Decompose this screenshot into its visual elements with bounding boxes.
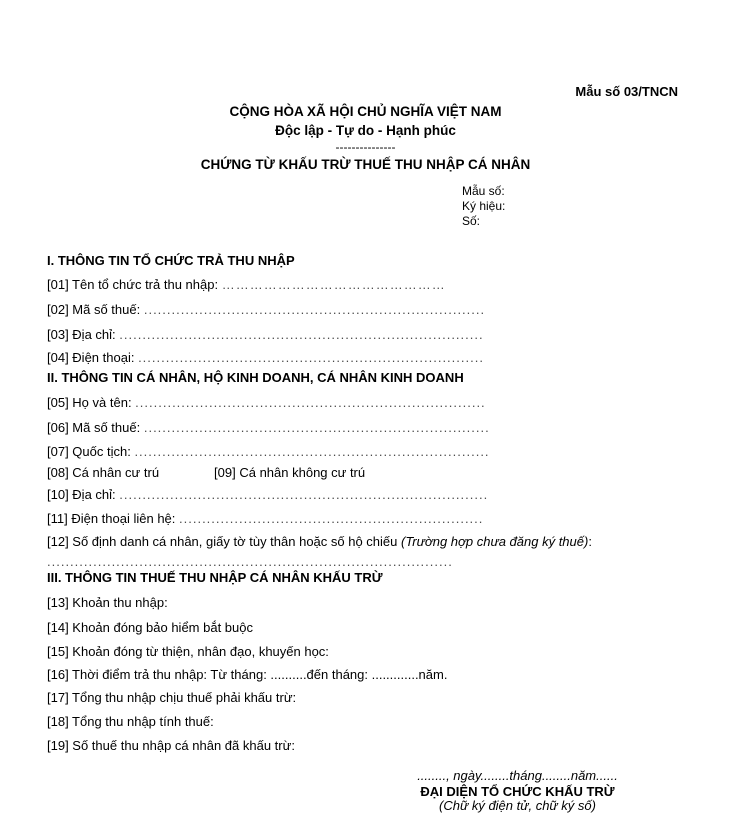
- field-14-insurance: [14] Khoản đóng bảo hiểm bắt buộc: [47, 620, 253, 635]
- field-07-nationality: [47, 444, 490, 460]
- field-18-assessable-income: [18] Tổng thu nhập tính thuế:: [47, 714, 214, 729]
- field-03-fill-line: ...............................................................................: [119, 327, 484, 342]
- national-title: CỘNG HÒA XÃ HỘI CHỦ NGHĨA VIỆT NAM: [229, 104, 502, 119]
- header-separator: ---------------: [335, 140, 396, 154]
- field-09-nonresident-label: [09] Cá nhân không cư trú: [214, 465, 366, 480]
- section-3-heading: III. THÔNG TIN THUẾ THU NHẬP CÁ NHÂN KHẤU TRỪ: [47, 570, 383, 585]
- section-2-heading: II. THÔNG TIN CÁ NHÂN, HỘ KINH DOANH, CÁ NHÂN KINH DOANH: [47, 370, 464, 385]
- field-07-fill-line: .............................................................................: [134, 444, 490, 459]
- field-04-phone: [47, 350, 484, 366]
- field-01-label: [01] Tên tổ chức trả thu nhập:: [47, 277, 222, 292]
- signature-date-line: ........, ngày........tháng........năm......: [417, 768, 618, 783]
- field-15-charity: [15] Khoản đóng từ thiện, nhân đạo, khuyến học:: [47, 644, 329, 659]
- field-04-fill-line: ...........................................................................: [138, 350, 484, 365]
- field-05-fill-line: ............................................................................: [135, 395, 486, 410]
- form-meta-block: [462, 184, 505, 229]
- field-01-fill-line: …………………………………………: [221, 277, 446, 292]
- field-11-fill-line: ..................................................................: [179, 511, 484, 526]
- field-12-colon: :: [588, 534, 592, 549]
- field-17-taxable-income: [17] Tổng thu nhập chịu thuế phải khấu trừ:: [47, 690, 297, 705]
- meta-serial-label: Ký hiệu:: [462, 199, 506, 213]
- field-02-fill-line: ..........................................................................: [143, 302, 486, 317]
- field-12-label: [12] Số định danh cá nhân, giấy tờ tùy thân hoặc số hộ chiếu: [47, 534, 401, 549]
- field-07-label: [07] Quốc tịch:: [47, 444, 135, 459]
- field-10-label: [10] Địa chỉ:: [47, 487, 120, 502]
- field-02-label: [02] Mã số thuế:: [47, 302, 144, 317]
- residency-options-row: [47, 465, 365, 481]
- field-06-tax-code: [47, 420, 490, 436]
- form-code: Mẫu số 03/TNCN: [575, 84, 678, 99]
- field-01-org-name: [47, 277, 446, 293]
- field-12-fill-line: ........................................................................................: [47, 554, 453, 569]
- field-05-full-name: [47, 395, 486, 411]
- field-06-label: [06] Mã số thuế:: [47, 420, 144, 435]
- field-05-label: [05] Họ và tên:: [47, 395, 136, 410]
- field-16-payment-period: [16] Thời điểm trả thu nhập: Từ tháng: ..........đến tháng: .............năm.: [47, 667, 448, 682]
- field-03-label: [03] Địa chỉ:: [47, 327, 120, 342]
- field-12-id-number: [47, 534, 592, 550]
- field-13-income-amount: [13] Khoản thu nhập:: [47, 595, 168, 610]
- field-12-fill-line-row: [47, 554, 453, 570]
- field-02-tax-code: [47, 302, 485, 318]
- withholding-representative-title: ĐẠI DIỆN TỔ CHỨC KHẤU TRỪ: [420, 783, 615, 799]
- field-12-note: (Trường hợp chưa đăng ký thuế): [401, 534, 589, 549]
- meta-form-no-label: Mẫu số:: [462, 184, 505, 198]
- section-1-heading: I. THÔNG TIN TỔ CHỨC TRẢ THU NHẬP: [47, 253, 295, 268]
- field-10-address: [47, 487, 488, 503]
- form-title: CHỨNG TỪ KHẤU TRỪ THUẾ THU NHẬP CÁ NHÂN: [200, 157, 531, 172]
- field-04-label: [04] Điện thoại:: [47, 350, 139, 365]
- meta-number-label: Số:: [462, 214, 481, 228]
- field-10-fill-line: ................................................................................: [119, 487, 489, 502]
- field-11-contact-phone: [47, 511, 483, 527]
- field-03-address: [47, 327, 484, 343]
- signature-note: (Chữ ký điện tử, chữ ký số): [439, 798, 596, 813]
- field-19-tax-withheld: [19] Số thuế thu nhập cá nhân đã khấu trừ:: [47, 738, 295, 753]
- field-06-fill-line: ...........................................................................: [143, 420, 490, 435]
- signature-block: [380, 769, 655, 814]
- field-11-label: [11] Điện thoại liên hệ:: [47, 511, 180, 526]
- field-08-resident-label: [08] Cá nhân cư trú: [47, 465, 160, 480]
- national-motto: Độc lập - Tự do - Hạnh phúc: [275, 123, 456, 138]
